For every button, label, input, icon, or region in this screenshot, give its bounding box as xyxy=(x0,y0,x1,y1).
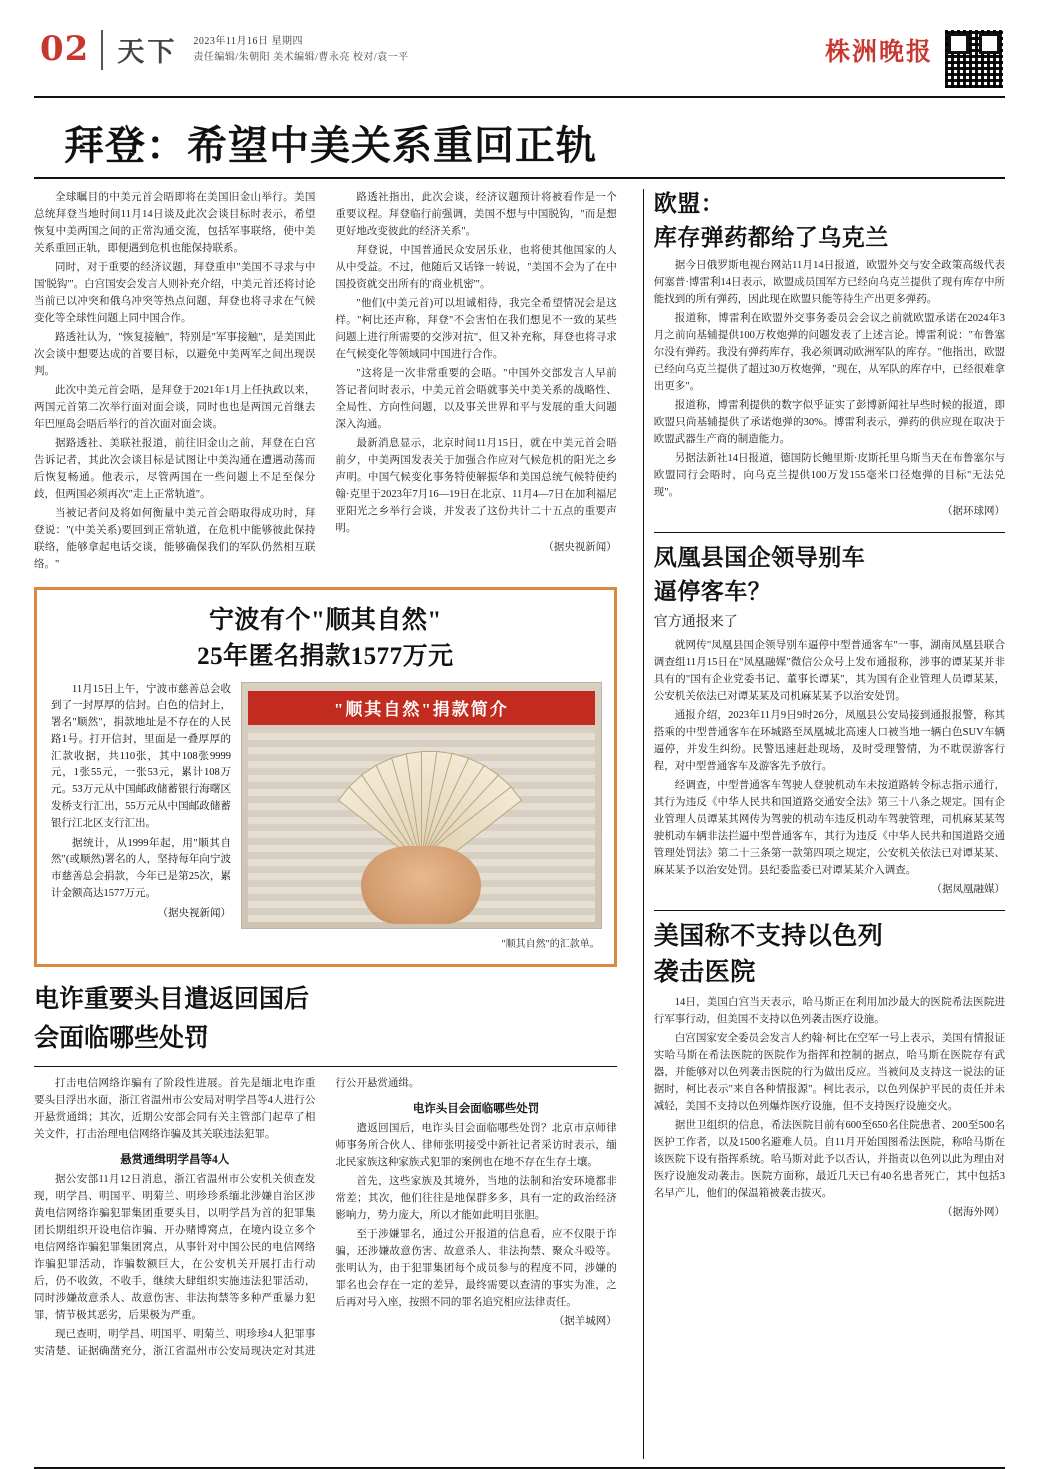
paragraph: 此次中美元首会晤，是拜登于2021年1月上任执政以来，两国元首第二次举行面对面会谈，同时也也是两国元首继去年巴厘岛会晤后举行的首次面对面会谈。 xyxy=(34,385,316,430)
paragraph: 路透社认为，"恢复接触"，特别是"军事接触"，是美国此次会谈中想要达成的首要目标，以避免中美两军之间出现误判。 xyxy=(34,332,316,377)
article-title-line1: 欧盟： xyxy=(653,191,725,216)
paragraph: 最新消息显示，北京时间11月15日，就在中美元首会晤前夕，中美两国发表关于加强合作应对气候危机的阳光之乡声明。中国气候变化事务特使解振华和美国总统气候特使约翰·克里于2023年7月16—19日在北京、11月4—7日在加利福尼亚阳光之乡举行会谈，并发表了这份共计二十五点的重要声明。 xyxy=(335,438,617,534)
feature-title-line2: 25年匿名捐款1577万元 xyxy=(197,642,454,670)
right-article-1 xyxy=(654,189,1005,520)
right-column xyxy=(654,189,1005,1459)
article-title-line1: 凤凰县国企领导别车 xyxy=(653,544,866,570)
feature-box xyxy=(34,587,617,967)
paragraph: 11月15日上午，宁波市慈善总会收到了一封厚厚的信封。白色的信封上，署名"顺然"，捐款地址是不存在的人民路1号。打开信封，里面是一叠厚厚的汇款收据，共110张，其中108张9999元，1张55元，一张53元，累计108万元。53万元从中国邮政储蓄银行海曙区发桥支行汇出，55万元从中国邮政储蓄银行江北区支行汇出。 xyxy=(51,683,231,829)
qr-code-icon[interactable] xyxy=(943,28,1005,90)
paragraph: 白宫国家安全委员会发言人约翰·柯比在空军一号上表示，美国有情报证实哈马斯在希法医院的医院作为指挥和控制的据点，哈马斯在医院存有武器，并能够对以色列袭击医院的行为做出反应。当被问及支持这一说法的证据时，柯比表示"来自各种情报源"。柯比表示，以色列保护平民的责任并未减轻，美国不支持以色列爆炸医疗设施，但不支持医疗设施交火。 xyxy=(653,1032,1005,1112)
feature-title-line1: 宁波有个"顺其自然" xyxy=(208,607,442,634)
paragraph: 据统计，从1999年起，用"顺其自然"(或顺然)署名的人，坚持每年向宁波市慈善总会捐款，今年已是第25次，累计金额高达1577万元。 xyxy=(51,837,231,900)
paragraph: 据今日俄罗斯电视台网站11月14日报道，欧盟外交与安全政策高级代表何塞普·博雷利14日表示，欧盟成员国军方已经向乌克兰提供了现有库存中所能找到的所有弹药，因此现在欧盟只能等待生产出更多弹药。 xyxy=(653,259,1005,305)
paragraph: 报道称，博雷利提供的数字似乎证实了彭博新闻社早些时候的报道，即欧盟只尚基辅提供了承诺炮弹的30%。博雷利表示，弹药的供应现在取决于欧盟武器生产商的制造能力。 xyxy=(653,399,1005,445)
page-title: 拜登：希望中美关系重回正轨 xyxy=(64,123,597,168)
paragraph: "他们(中美元首)可以坦诚相待，我完全希望情况会是这样。"柯比还声称，拜登"不会害怕在我们想见不一致的某些问题上进行所需要的交涉对抗"，但又补充称，拜登也将寻求在气候变化等领域同中国进行合作。 xyxy=(335,298,617,360)
paragraph: 就网传"凤凰县国企领导别车逼停中型普通客车"一事，湖南凤凰县联合调查组11月15日在"凤凰融媒"微信公众号上发布通报称，涉事的谭某某并非具有的"国有企业党委书记、董事长谭某"，其为国有企业管理人员谭某某，公安机关依法已对谭某某及司机麻某某予以治安处罚。 xyxy=(653,639,1005,702)
page-number: 02 xyxy=(40,29,90,69)
paragraph: 同时，对于重要的经济议题，拜登重申"美国不寻求与中国'脱钩'"。白宫国安会发言人则补充介绍，中美元首还将讨论当前已以冲突和俄乌冲突等热点问题，拜登也将寻求在气候变化等全球性问题上同中国合作。 xyxy=(34,262,316,324)
paragraph: 据公安部11月12日消息，浙江省温州市公安机关侦查发现，明学昌、明国平、明菊兰、明珍珍系缅北涉嫌自治区涉黄电信网络诈骗犯罪集团重要头目，以明学昌为首的犯罪集团长期组织开设电信诈骗、开办赌博窝点，在境内设立多个电信网络诈骗犯罪集团窝点，从事针对中国公民的电信网络诈骗犯罪活动，诈骗数额巨大，在公安机关开展打击行动后，仍不收敛，不收手，继续大肆组织实施违法犯罪活动，同时涉嫌故意杀人、故意伤害、非法拘禁等多种严重暴力犯罪，情节极其恶劣，后果极为严重。 xyxy=(34,1174,316,1321)
paragraph: "这将是一次非常重要的会晤。"中国外交部发言人早前答记者问时表示，中美元首会晤就事关中美关系的战略性、全局性、方向性问题，以及事关世界和平与发展的重大问题深入沟通。 xyxy=(335,368,617,430)
subheading: 电诈头目会面临哪些处罚 xyxy=(412,1103,540,1115)
article-title-line1: 电诈重要头目遣返回国后 xyxy=(34,985,310,1013)
paragraph: 遣返回国后，电诈头目会面临哪些处罚？北京市京师律师事务所合伙人、律师张明接受中新社记者采访时表示，缅北民家族这种家族式犯罪的案例也在地不存在生存土壤。 xyxy=(335,1123,617,1168)
photo-banner-text: "顺其自然"捐款简介 xyxy=(248,691,595,725)
paragraph: 首先，这些家族及其境外，当地的法制和治安环境都非常差；其次，他们往往是地保群多多，具有一定的政治经济影响力，势力庞大，所以才能如此明目张胆。 xyxy=(335,1176,617,1221)
issue-date: 2023年11月16日 星期四 xyxy=(193,36,303,47)
paragraph: 据世卫组织的信息，希法医院目前有600至650名住院患者、200至500名医护工作者，以及1500名避难人员。自11月开始国图希法医院，称哈马斯在该医院下设有指挥系统。哈马斯对此予以否认，并指责以色列以此为理由对医疗设施发动袭击。医院方面称，最近几天已有40名患者死亡，其中包括3名早产儿，他们的保温箱被袭击拔灭。 xyxy=(653,1119,1005,1199)
paragraph: 全球瞩目的中美元首会晤即将在美国旧金山举行。美国总统拜登当地时间11月14日谈及此次会谈目标时表示，希望恢复中美两国之间的正常沟通交流，包括军事联络，使中美关系重回正轨，即便遇到危机也能保持联系。 xyxy=(34,192,316,254)
left-article-2 xyxy=(34,983,617,1361)
article-rule xyxy=(34,1066,617,1067)
article-rule xyxy=(654,532,1005,533)
article-title-line2: 袭击医院 xyxy=(653,959,756,987)
content-columns xyxy=(34,189,1005,1459)
photo-caption: "顺其自然"的汇款单。 xyxy=(501,938,600,950)
article-source: （据央视新闻） xyxy=(543,542,617,553)
masthead xyxy=(34,28,1005,98)
headline-rule xyxy=(34,177,1005,179)
subheading: 悬赏通缉明学昌等4人 xyxy=(120,1154,230,1166)
paragraph: 报道称，博雷利在欧盟外交事务委员会会议之前就欧盟承诺在2024年3月之前向基辅提供100万枚炮弹的问题发表了上述言论。博雷利说："布鲁塞尔没有弹药。我没有弹药库存，我必须调动欧洲军队的库存。"他指出，欧盟已经向乌克兰提供了超过30万枚炮弹，"现在，从军队的库存中，已经很难拿出更多"。 xyxy=(653,312,1005,392)
paragraph: 通报介绍，2023年11月9日9时26分，凤凰县公安局接到通报报警，称其搭乘的中型普通客车在环城路至凤凰城北高速人口被当地一辆白色SUV车辆逼停，并发生纠纷。民警迅速赶赴现场，及时受理警情，为不耽误游客行程，对中型普通客车及游客先予放行。 xyxy=(653,709,1005,772)
paragraph: 另据法新社14日报道，德国防长鲍里斯·皮斯托里乌斯当天在布鲁塞尔与欧盟同行会晤时，向乌克兰提供100万发155毫米口径炮弹的目标"无法兑现"。 xyxy=(653,452,1005,498)
receipt-fan xyxy=(306,741,536,861)
paragraph: 经调查，中型普通客车驾驶人登驶机动车未按道路转令标志指示通行，其行为违反《中华人民共和国道路交通安全法》第三十八条之规定。国有企业管理人员谭某其网传为驾驶的机动车违反机动车驾驶管理，司机麻某某驾驶机动车辆非法拦逼中型普通客车，其行为违反《中华人民共和国道路交通管理处罚法》第二十三条第一款第四项之规定，公安机关依法已对谭某某、麻某某予以治安处罚。县纪委监委已对谭某某介入调查。 xyxy=(653,779,1005,876)
article-source: （据凤凰融媒） xyxy=(931,883,1005,895)
feature-text xyxy=(51,682,231,950)
paragraph: 路透社指出，此次会谈，经济议题预计将被看作是一个重要议程。拜登临行前强调，美国不想与中国脱钩，"而是想更好地改变彼此的经济关系"。 xyxy=(335,192,617,237)
section-title: 天下 xyxy=(117,37,178,67)
editor-credits: 责任编辑/朱朝阳 美术编辑/曹永亮 校对/袁一平 xyxy=(193,52,409,63)
paragraph: 拜登说，中国普通民众安居乐业，也将使其他国家的人从中受益。不过，他随后又话锋一转说，"美国不会为了在中国投资就交出所有的'商业机密'"。 xyxy=(335,245,617,290)
paragraph: 现已查明，明学昌、明国平、明菊兰、明珍珍4人犯罪事实清楚、证据确凿充分，浙江省温州市公安局现决定对其进行公开悬赏通缉。 xyxy=(34,1078,420,1357)
paragraph: 至于涉嫌罪名，通过公开报道的信息看，应不仅限于诈骗，还涉嫌故意伤害、故意杀人、非法拘禁、聚众斗殴等。张明认为，由于犯罪集团每个成员参与的程度不同，涉嫌的罪名也会存在一定的差异，最终需要以查清的事实为准，之后再对号入座，按照不同的罪名追究相应法律责任。 xyxy=(335,1229,617,1308)
article-source: （据央视新闻） xyxy=(157,907,231,919)
masthead-meta xyxy=(193,28,408,66)
donation-photo xyxy=(241,682,602,929)
article-title-line1: 美国称不支持以色列 xyxy=(653,922,884,950)
paper-logo: 株洲晚报 xyxy=(824,39,933,66)
column-separator xyxy=(643,189,644,1459)
article-source: （据环球网） xyxy=(942,505,1005,517)
paragraph: 打击电信网络诈骗有了阶段性进展。首先是缅北电诈重要头目浮出水面，浙江省温州市公安局对明学昌等4人进行公开悬赏通缉；其次，近期公安部会同有关主管部门起草了相关文件，打击治理电信网络诈骗及其关联违法犯罪。 xyxy=(34,1078,316,1140)
article-rule xyxy=(654,910,1005,911)
lead-article xyxy=(34,189,617,573)
paragraph: 14日，美国白宫当天表示，哈马斯正在利用加沙最大的医院希法医院进行军事行动，但美国不支持以色列袭击医疗设施。 xyxy=(653,996,1005,1025)
article-source: （据海外网） xyxy=(942,1206,1005,1218)
article-title-line2: 逼停客车？ xyxy=(653,578,772,604)
hands xyxy=(361,846,481,924)
article-title-line2: 库存弹药都给了乌克兰 xyxy=(653,224,889,250)
right-article-3 xyxy=(654,921,1005,1221)
masthead-right xyxy=(825,28,1005,90)
article-source: （据羊城网） xyxy=(553,1316,617,1327)
paragraph: 据路透社、美联社报道，前往旧金山之前，拜登在白宫告诉记者，其此次会谈目标是试图让中美沟通在遭遇动荡而后恢复畅通。他表示，尽管两国在一些问题上不足至保分歧，但两国必须再次"走上正常轨道"。 xyxy=(34,438,316,500)
article-subtitle: 官方通报来了 xyxy=(653,614,738,630)
right-article-2 xyxy=(654,543,1005,898)
left-column xyxy=(34,189,633,1459)
feature-photo-wrap xyxy=(241,682,600,950)
paragraph: 当被记者问及将如何衡量中美元首会晤取得成功时，拜登说："(中美关系)要回到正常轨道，在危机中能够彼此保持联络，能够拿起电话交谈，能够确保我们的军队仍然相互联络。" xyxy=(34,508,316,570)
article-title-line2: 会面临哪些处罚 xyxy=(34,1025,210,1053)
